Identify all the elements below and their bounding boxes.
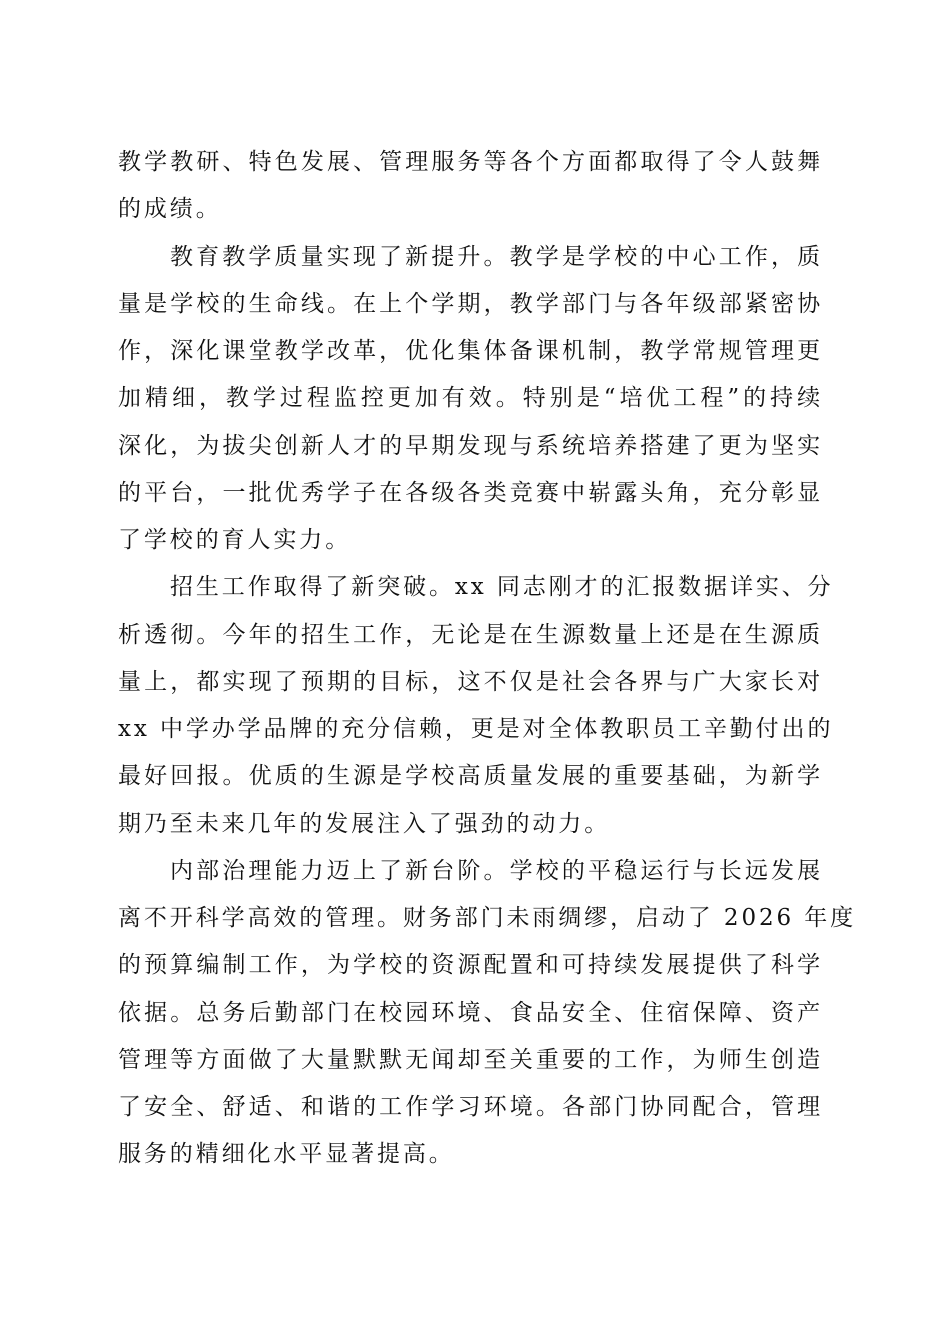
text-line: 的预算编制工作，为学校的资源配置和可持续发展提供了科学 [118, 952, 823, 978]
text-line: 加精细，教学过程监控更加有效。特别是“培优工程”的持续 [118, 385, 823, 411]
text-line: 期乃至未来几年的发展注入了强劲的动力。 [118, 811, 611, 837]
paragraph-first-line: 教育教学质量实现了新提升。教学是学校的中心工作，质 [170, 244, 823, 270]
text-line: 最好回报。优质的生源是学校高质量发展的重要基础，为新学 [118, 763, 823, 789]
text-line: 的成绩。 [118, 196, 222, 222]
text-line: 的平台，一批优秀学子在各级各类竞赛中崭露头角，充分彰显 [118, 480, 823, 506]
paragraph-first-line: 招生工作取得了新突破。xx 同志刚才的汇报数据详实、分 [170, 574, 834, 600]
text-line: 了学校的育人实力。 [118, 527, 352, 553]
paragraph-first-line: 内部治理能力迈上了新台阶。学校的平稳运行与长远发展 [170, 858, 823, 884]
text-line: 依据。总务后勤部门在校园环境、食品安全、住宿保障、资产 [118, 1000, 823, 1026]
text-line: 了安全、舒适、和谐的工作学习环境。各部门协同配合，管理 [118, 1094, 823, 1120]
text-line: xx 中学办学品牌的充分信赖，更是对全体教职员工辛勤付出的 [118, 716, 834, 742]
text-line: 管理等方面做了大量默默无闻却至关重要的工作，为师生创造 [118, 1047, 823, 1073]
text-line: 量上，都实现了预期的目标，这不仅是社会各界与广大家长对 [118, 669, 823, 695]
text-line: 离不开科学高效的管理。财务部门未雨绸缪，启动了 2026 年度 [118, 905, 857, 931]
text-line: 析透彻。今年的招生工作，无论是在生源数量上还是在生源质 [118, 622, 823, 648]
text-line: 服务的精细化水平显著提高。 [118, 1141, 455, 1167]
text-line: 深化，为拔尖创新人才的早期发现与系统培养搭建了更为坚实 [118, 433, 823, 459]
text-line: 量是学校的生命线。在上个学期，教学部门与各年级部紧密协 [118, 291, 823, 317]
text-line: 作，深化课堂教学改革，优化集体备课机制，教学常规管理更 [118, 338, 823, 364]
text-line: 教学教研、特色发展、管理服务等各个方面都取得了令人鼓舞 [118, 149, 823, 175]
